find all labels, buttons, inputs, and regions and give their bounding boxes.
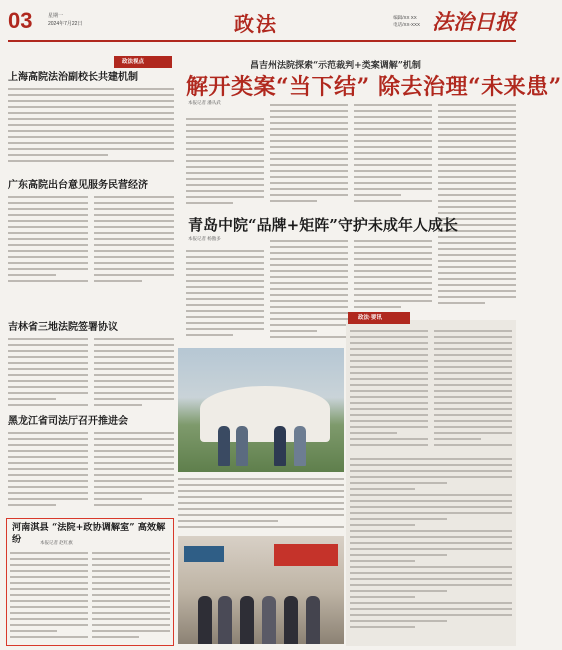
photo-caption-body	[178, 478, 344, 532]
photo-yurt-mediation	[178, 348, 344, 472]
main-kicker: 昌吉州法院探索“示范裁判+类案调解”机制	[250, 61, 421, 71]
left-article-3-col-b	[94, 338, 174, 408]
photo-person	[306, 596, 320, 644]
date-weekday: 星期一	[48, 13, 64, 19]
brief-col-2	[434, 330, 512, 450]
editor-line-2: 电话/XX-XXX	[393, 22, 420, 27]
masthead	[8, 6, 516, 42]
paper-name-logo: 法治日报	[432, 9, 516, 34]
main-headline: 解开类案“当下结” 除去治理“未来患”	[186, 74, 562, 100]
photo-person	[218, 596, 232, 644]
left-article-3-col-a	[8, 338, 88, 408]
editor-line-1: 编辑/XX XX	[393, 15, 417, 20]
photo-person	[236, 426, 248, 466]
left-article-4-col-a	[8, 432, 88, 512]
second-body-col-2	[270, 240, 348, 342]
left-headline-4: 黑龙江省司法厅召开推进会	[8, 416, 128, 427]
second-headline: 青岛中院“品牌+矩阵”守护未成年人成长	[188, 216, 458, 234]
left-article-4-col-b	[94, 432, 174, 512]
photo-banner-blue	[184, 546, 224, 562]
second-body-col-1	[186, 250, 264, 342]
left-headline-2: 广东高院出台意见服务民营经济	[8, 180, 148, 191]
bottom-byline: 本报记者 赵红旗	[40, 540, 73, 545]
left-headline-1: 上海高院法治副校长共建机制	[8, 72, 138, 83]
left-article-1-body	[8, 88, 174, 168]
left-article-2-col-b	[94, 196, 174, 286]
date-block	[48, 12, 82, 28]
photo-person	[262, 596, 276, 644]
section-tag-brief: 政法·要讯	[348, 312, 410, 324]
main-body-col-3	[354, 104, 432, 208]
left-article-2-col-a	[8, 196, 88, 286]
date-full: 2024年7月22日	[48, 21, 83, 27]
page-number: 03	[8, 8, 33, 33]
bottom-headline: 河南淇县 “法院+政协调解室” 高效解纷	[12, 522, 166, 545]
photo-person	[274, 426, 286, 466]
photo-person	[198, 596, 212, 644]
brief-items	[350, 458, 512, 642]
main-body-col-1	[186, 118, 264, 208]
editor-info	[393, 14, 420, 28]
left-headline-3: 吉林省三地法院签署协议	[8, 322, 118, 333]
photo-person	[218, 426, 230, 466]
photo-court-event	[178, 536, 344, 644]
second-body-col-3	[354, 240, 432, 310]
section-title: 政法	[234, 12, 278, 36]
main-body-col-2	[270, 104, 348, 208]
bottom-article-col-a	[10, 552, 88, 642]
bottom-article-col-b	[92, 552, 170, 642]
photo-banner-red	[274, 544, 338, 566]
section-tag-left: 政法视点	[114, 56, 172, 68]
second-byline: 本报记者 杨傲多	[188, 236, 221, 241]
photo-person	[240, 596, 254, 644]
brief-col-1	[350, 330, 428, 450]
main-body-col-4	[438, 104, 516, 310]
photo-person	[284, 596, 298, 644]
photo-person	[294, 426, 306, 466]
main-byline: 本报记者 潘从武	[188, 100, 221, 105]
